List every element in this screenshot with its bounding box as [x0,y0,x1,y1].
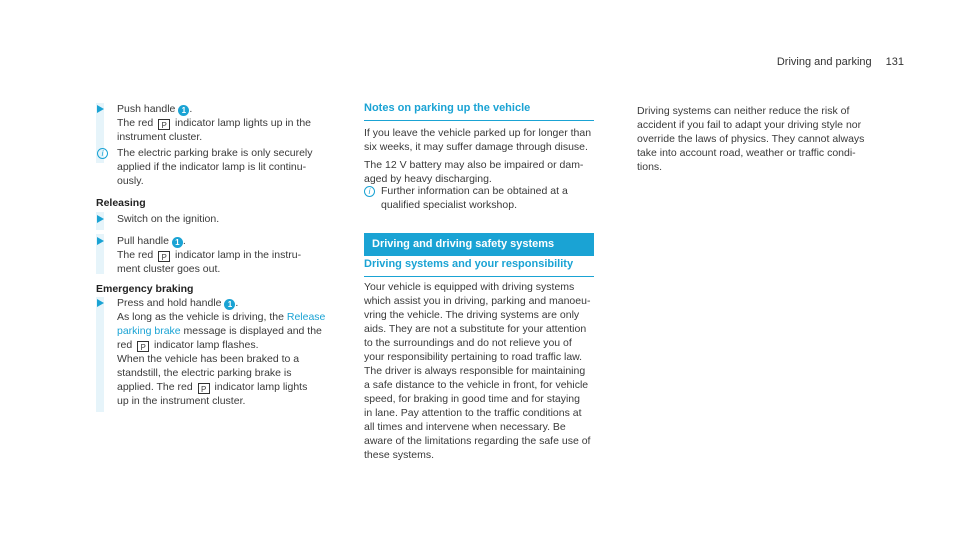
parking-brake-icon: P [137,341,149,352]
action-arrow-icon [97,105,104,113]
notes-title: Notes on parking up the vehicle [364,101,594,121]
notes-section [364,101,594,121]
notes-info: i Further information can be obtained at a qualified specialist workshop. [364,184,594,212]
action-arrow-icon [97,237,104,245]
section-banner: Driving and driving safety systems [364,233,594,256]
parking-brake-icon: P [198,383,210,394]
pull-handle-step: Pull handle 1 . The red P indicator lamp in the instru- ment cluster goes out. [117,235,302,275]
callout-1-icon: 1 [172,237,183,248]
info-note: i The electric parking brake is only securely applied if the indicator lamp is lit continu- ously. [97,146,357,188]
info-icon: i [364,186,375,197]
step-bar [96,297,104,412]
page-number: 131 [885,56,904,68]
release-parking-brake-link[interactable]: parking brake [117,325,181,337]
action-arrow-icon [97,299,104,307]
info-icon: i [97,148,108,159]
release-parking-brake-link[interactable]: Release [286,311,326,323]
action-arrow-icon [97,215,104,223]
callout-1-icon: 1 [178,105,189,116]
notes-body: If you leave the vehicle parked up for longer than six weeks, it may suffer damage through disuse. The 12 V battery may also be impaired or dam- aged by heavy discharging. [364,127,592,185]
responsibility-body: Your vehicle is equipped with driving systems which assist you in driving, parking and manoeu- vring the vehicle. The driving systems are only aids. They are not a substitute for your attention to the surroundings and do not relieve you of your responsibility pertaining to road traffic law. The driver is always responsible for maintaining a safe distance to the vehicle in front, for vehicle speed, for braking in good time and for staying in lane. Pay attention to the traffic conditions at all times and intervene when necessary. Be aware of the limitations regarding the safe use of these systems. [364,281,591,461]
right-column-text: Driving systems can neither reduce the risk of accident if you fail to adapt your driving style nor override the laws of physics. They cannot always take into account road, weather or traffic condi- tions. [637,105,865,173]
section-title: Driving and parking [776,56,872,68]
callout-1-icon: 1 [224,299,235,310]
push-handle-step: Push handle 1 . The red P indicator lamp lights up in the instrument cluster. [117,103,312,143]
emergency-braking-heading: Emergency braking [96,283,194,295]
press-hold-step: Press and hold handle 1 . As long as the vehicle is driving, the Release parking brake message is displayed and the red P indicator lamp flashes. When the vehicle has been braked to a standstill, the electric parking brake is applied. The red P indicator lamp lights up in the instrument cluster. [117,297,326,407]
switch-on-step: Switch on the ignition. [117,213,220,225]
page-header [777,55,904,69]
parking-brake-icon: P [158,251,170,262]
responsibility-section [364,257,594,277]
responsibility-title: Driving systems and your responsibility [364,257,594,277]
parking-brake-icon: P [158,119,170,130]
releasing-heading: Releasing [96,197,146,209]
section-banner-wrap [364,233,594,256]
